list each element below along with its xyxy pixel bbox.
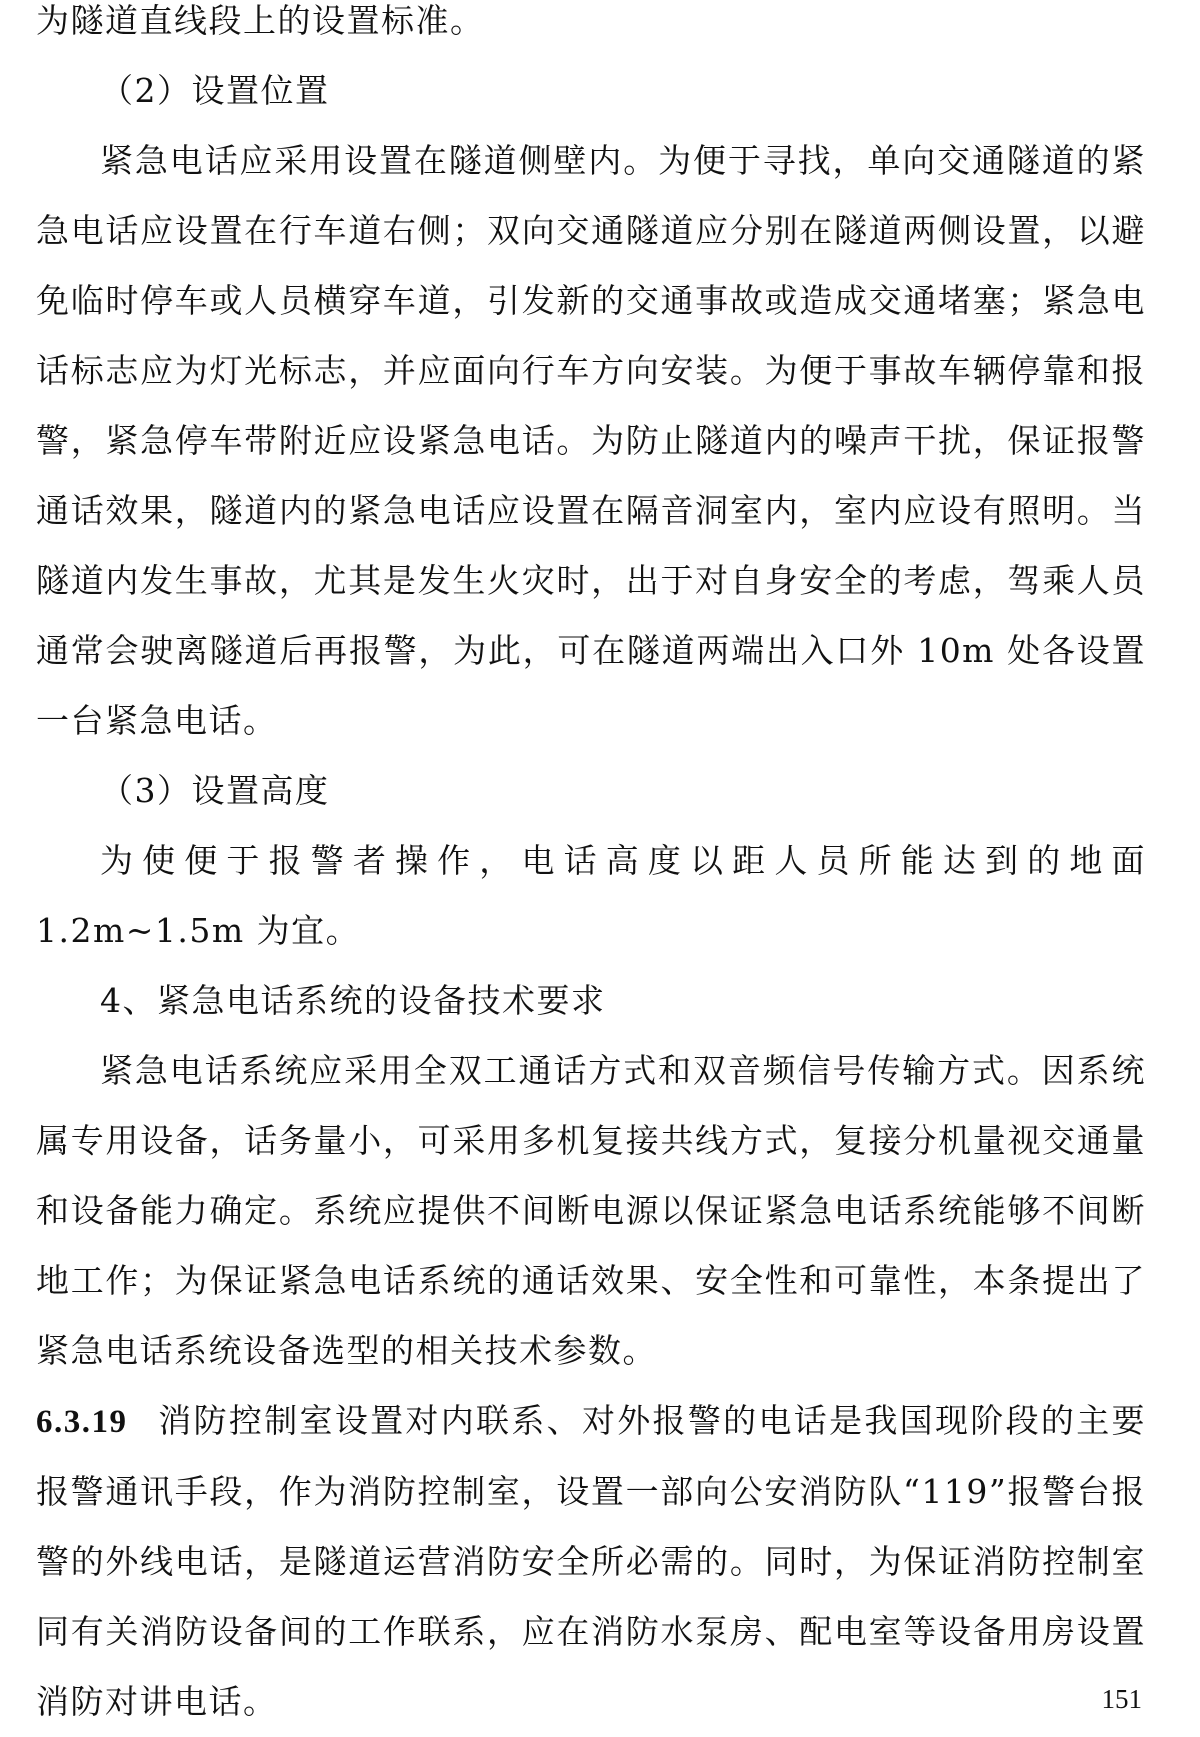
clause-paragraph (36, 1386, 1146, 1737)
paragraph-location: 紧急电话应采用设置在隧道侧壁内。为便于寻找，单向交通隧道的紧急电话应设置在行车道右侧；双向交通隧道应分别在隧道两侧设置，以避免临时停车或人员横穿车道，引发新的交通事故或造成交通堵塞；紧急电话标志应为灯光标志，并应面向行车方向安装。为便于事故车辆停靠和报警，紧急停车带附近应设紧急电话。为防止隧道内的噪声干扰，保证报警通话效果，隧道内的紧急电话应设置在隔音洞室内，室内应设有照明。当隧道内发生事故，尤其是发生火灾时，出于对自身安全的考虑，驾乘人员通常会驶离隧道后再报警，为此，可在隧道两端出入口外 10m 处各设置一台紧急电话。 (36, 141, 1146, 740)
subheading-location: （2）设置位置 (100, 71, 330, 110)
clause-number: 6.3.19 (36, 1404, 128, 1440)
paragraph-equipment: 紧急电话系统应采用全双工通话方式和双音频信号传输方式。因系统属专用设备，话务量小，可采用多机复接共线方式，复接分机量视交通量和设备能力确定。系统应提供不间断电源以保证紧急电话系统能够不间断地工作；为保证紧急电话系统的通话效果、安全性和可靠性，本条提出了紧急电话系统设备选型的相关技术参数。 (36, 1051, 1146, 1370)
body-text (36, 0, 1146, 1737)
clause-text: 消防控制室设置对内联系、对外报警的电话是我国现阶段的主要报警通讯手段，作为消防控制室，设置一部向公安消防队“119”报警台报警的外线电话，是隧道运营消防安全所必需的。同时，为保证消防控制室同有关消防设备间的工作联系，应在消防水泵房、配电室等设备用房设置消防对讲电话。 (36, 1401, 1146, 1721)
paragraph-height: 为使便于报警者操作，电话高度以距人员所能达到的地面 1.2m~1.5m 为宜。 (36, 841, 1146, 950)
page-number: 151 (1101, 1684, 1142, 1714)
subheading-height: （3）设置高度 (100, 771, 330, 810)
paragraph-continuation: 为隧道直线段上的设置标准。 (36, 1, 485, 40)
section-heading-equipment: 4、紧急电话系统的设备技术要求 (100, 981, 606, 1020)
